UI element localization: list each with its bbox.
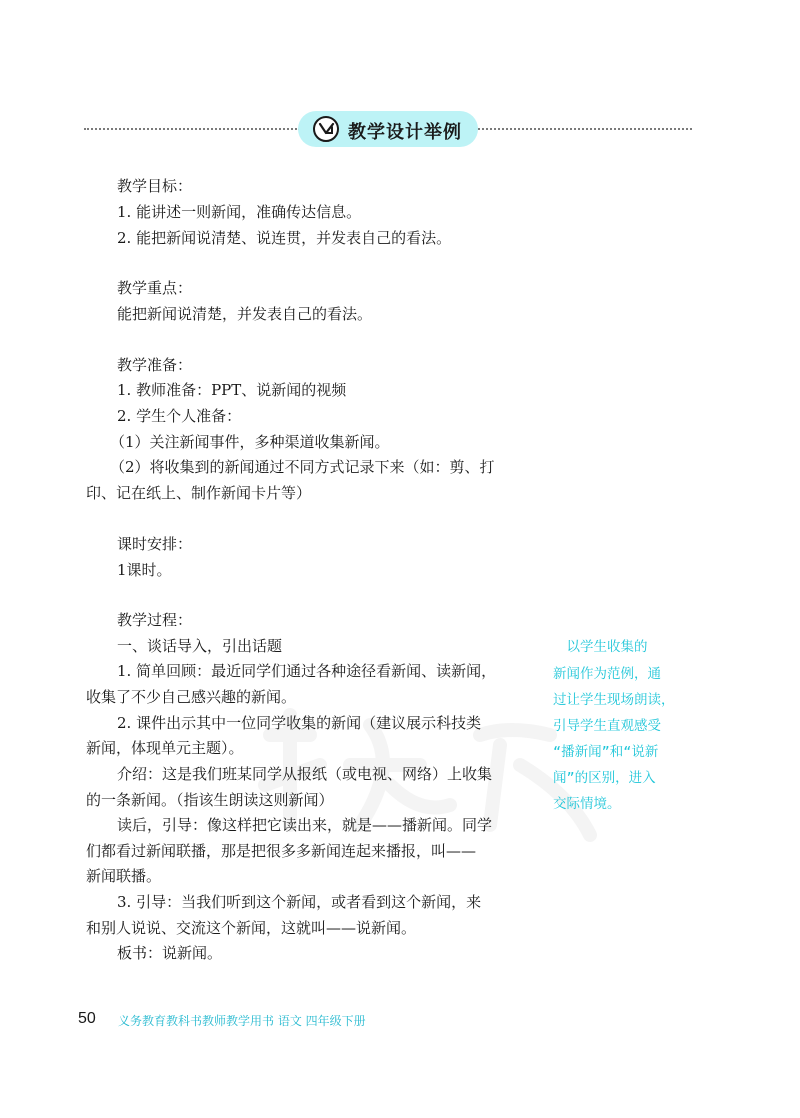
side-note-line: “播新闻”和“说新 [553,744,659,760]
text-line: 印、记在纸上、制作新闻卡片等） [86,484,312,502]
text-line: 能把新闻说清楚，并发表自己的看法。 [117,305,373,323]
text-line: 教学过程： [117,611,193,629]
text-line: 3. 引导：当我们听到这个新闻，或者看到这个新闻，来 [117,893,482,911]
section-header [298,111,478,147]
page-number: 50 [78,1010,96,1027]
text-line: 教学目标： [117,177,193,195]
side-note-line: 闻”的区别，进入 [553,770,656,786]
side-note-line: 引导学生直观感受 [553,718,661,734]
text-line: 2. 能把新闻说清楚、说连贯，并发表自己的看法。 [117,229,452,247]
text-line: 们都看过新闻联播，那是把很多多新闻连起来播报，叫—— [86,842,477,860]
text-line: 新闻联播。 [86,867,162,885]
text-line: 教学重点： [117,279,193,297]
text-line: 一、谈话导入，引出话题 [117,637,283,655]
text-line: 1课时。 [117,561,172,579]
text-line: 1. 简单回顾：最近同学们通过各种途径看新闻、读新闻， [117,662,497,680]
checkmark-arrow-circle-icon [312,115,340,143]
section-title: 教学设计举例 [348,122,462,143]
text-line: （2）将收集到的新闻通过不同方式记录下来（如：剪、打 [110,458,495,476]
side-note-line: 以学生收集的 [553,639,648,655]
text-line: 教学准备： [117,356,193,374]
book-title: 义务教育教科书教师教学用书 语文 四年级下册 [118,1014,366,1028]
side-note-line: 交际情境。 [553,796,621,812]
text-line: 和别人说说、交流这个新闻，这就叫——说新闻。 [86,919,417,937]
header-divider-left [84,128,300,130]
text-line: （1）关注新闻事件，多种渠道收集新闻。 [110,433,390,451]
text-line: 2. 学生个人准备： [117,407,242,425]
side-note-line: 过让学生现场朗读， [553,692,675,708]
text-line: 读后，引导：像这样把它读出来，就是——播新闻。同学 [117,816,493,834]
text-line: 介绍：这是我们班某同学从报纸（或电视、网络）上收集 [117,765,493,783]
side-note-line: 新闻作为范例，通 [553,666,661,682]
text-line: 新闻，体现单元主题）。 [86,739,244,757]
text-line: 的一条新闻。（指该生朗读这则新闻） [86,791,334,809]
header-divider-right [474,128,692,130]
text-line: 板书：说新闻。 [117,944,223,962]
text-line: 收集了不少自己感兴趣的新闻。 [86,688,297,706]
text-line: 2. 课件出示其中一位同学收集的新闻（建议展示科技类 [117,714,482,732]
text-line: 课时安排： [117,535,193,553]
text-line: 1. 能讲述一则新闻，准确传达信息。 [117,203,362,221]
text-line: 1. 教师准备：PPT、说新闻的视频 [117,381,347,399]
